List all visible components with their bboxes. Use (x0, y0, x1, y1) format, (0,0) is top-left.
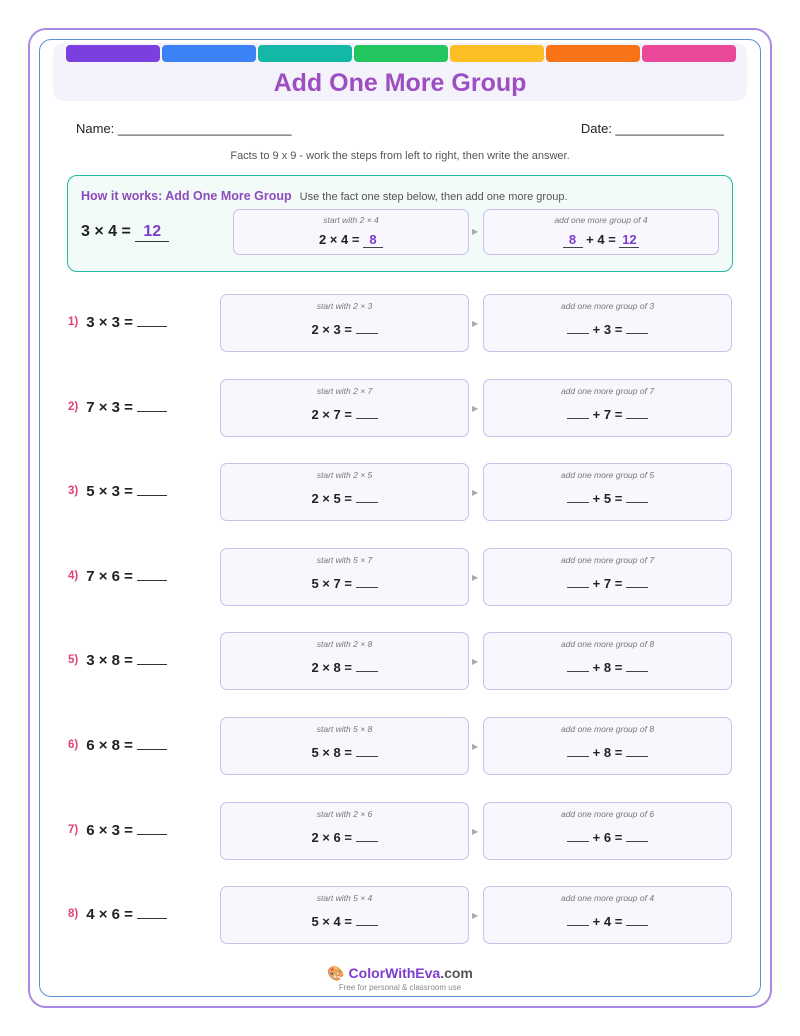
step2-box (483, 463, 732, 521)
step2-box (483, 548, 732, 606)
step1-caption: start with 5 × 8 (316, 724, 373, 734)
step2-left-blank[interactable] (567, 660, 589, 672)
problem-number: 3) (68, 485, 79, 498)
problem-number: 2) (68, 400, 79, 413)
step2-caption: add one more group of 7 (560, 554, 655, 565)
instructions: Facts to 9 x 9 - work the steps from left to right, then write the answer. (230, 150, 570, 162)
step1-box (220, 632, 469, 690)
example-step1-box (233, 209, 469, 255)
step1-box (220, 294, 469, 352)
step2-eq-text: + 8 = (592, 745, 623, 760)
problem-fact: 3 × 8 = (86, 652, 133, 670)
step2-equation (484, 322, 731, 337)
step2-eq-text: + 5 = (592, 491, 623, 507)
step1-box (220, 717, 469, 775)
step1-blank[interactable] (356, 407, 378, 419)
example-step2-mid: + 4 = (586, 232, 616, 247)
step2-left-blank[interactable] (567, 491, 589, 503)
color-segment (162, 45, 256, 62)
arrow-icon: ▶ (472, 319, 479, 328)
step2-caption: add one more group of 8 (560, 724, 655, 734)
step1-eq-text: 5 × 8 = (311, 745, 352, 760)
answer-blank[interactable] (137, 823, 167, 835)
step1-blank[interactable] (356, 745, 378, 757)
step2-right-blank[interactable] (626, 576, 648, 588)
example-fact (81, 223, 169, 242)
step1-eq-text: 2 × 7 = (311, 406, 352, 422)
answer-blank[interactable] (137, 738, 167, 750)
problem-number: 1) (68, 316, 79, 328)
step1-blank[interactable] (356, 660, 378, 672)
step2-right-blank[interactable] (626, 322, 648, 334)
problem-number: 7) (68, 823, 79, 836)
example-fact-text: 3 × 4 = (81, 223, 131, 240)
step1-box (220, 463, 469, 521)
step2-left-blank[interactable] (567, 745, 589, 757)
problem-number: 5) (68, 654, 79, 667)
step2-right-blank[interactable] (626, 407, 648, 419)
example-step2-left: 8 (563, 232, 583, 248)
step1-caption: start with 5 × 7 (316, 554, 373, 565)
step1-caption: start with 2 × 7 (316, 385, 373, 396)
example-heading: How it works: Add One More Group (81, 189, 292, 203)
footer (0, 965, 800, 992)
step1-blank[interactable] (356, 322, 378, 334)
step2-right-blank[interactable] (626, 830, 648, 842)
arrow-icon: ▶ (472, 657, 479, 667)
step2-equation (484, 830, 731, 845)
answer-blank[interactable] (137, 653, 167, 665)
step1-caption: start with 2 × 8 (316, 639, 373, 650)
arrow-icon: ▶ (472, 488, 479, 498)
example-note: Use the fact one step below, then add one more group. (299, 191, 568, 203)
step2-right-blank[interactable] (626, 745, 648, 757)
arrow-icon: ▶ (472, 572, 479, 582)
step2-eq-text: + 6 = (592, 829, 623, 845)
step1-caption: start with 2 × 3 (316, 301, 373, 311)
step2-left-blank[interactable] (567, 322, 589, 334)
problem-fact: 4 × 6 = (86, 906, 133, 924)
step2-left-blank[interactable] (567, 830, 589, 842)
palette-icon: 🎨 (327, 965, 345, 981)
step2-eq-text: + 7 = (592, 575, 623, 591)
step2-equation (484, 491, 731, 506)
example-step1-eq-text: 2 × 4 = (318, 232, 360, 247)
problem-number: 8) (68, 908, 79, 921)
answer-blank[interactable] (137, 907, 167, 919)
arrow-icon: ▶ (472, 227, 479, 236)
step2-box (483, 379, 732, 437)
step2-caption: add one more group of 7 (560, 385, 655, 396)
problem-row (68, 822, 218, 840)
step2-box (483, 802, 732, 860)
step1-box (220, 379, 469, 437)
step1-eq-text: 2 × 3 = (311, 322, 352, 337)
problem-fact: 3 × 3 = (86, 314, 133, 331)
step1-box (220, 548, 469, 606)
step2-right-blank[interactable] (626, 660, 648, 672)
step2-eq-text: + 3 = (592, 322, 623, 337)
step1-caption: start with 2 × 6 (316, 808, 373, 819)
step1-equation (221, 660, 468, 675)
problem-row (68, 737, 218, 755)
step1-box (220, 802, 469, 860)
step1-equation (221, 830, 468, 845)
step2-equation (484, 745, 731, 760)
color-segment (642, 45, 736, 62)
example-step1-answer: 8 (363, 232, 383, 248)
problem-row (68, 568, 218, 586)
example-step2-caption: add one more group of 4 (554, 215, 648, 225)
date-field[interactable]: Date: _______________ (580, 121, 724, 136)
problem-fact: 6 × 3 = (86, 821, 133, 839)
step2-equation (484, 407, 731, 422)
step1-equation (221, 576, 468, 591)
step2-caption: add one more group of 8 (560, 639, 655, 650)
step2-box (483, 632, 732, 690)
step2-left-blank[interactable] (567, 576, 589, 588)
step2-eq-text: + 7 = (592, 406, 623, 422)
step1-caption: start with 5 × 4 (316, 893, 373, 904)
step2-caption: add one more group of 5 (560, 470, 655, 481)
answer-blank[interactable] (137, 484, 167, 496)
step1-eq-text: 2 × 6 = (311, 829, 352, 845)
step2-box (483, 717, 732, 775)
step1-eq-text: 5 × 4 = (311, 914, 352, 930)
page-title: Add One More Group (273, 69, 527, 97)
step2-equation (484, 914, 731, 929)
step2-caption: add one more group of 4 (560, 893, 655, 904)
problem-fact: 5 × 3 = (86, 483, 133, 501)
step1-equation (221, 914, 468, 929)
example-step2-answer: 12 (619, 232, 639, 248)
step1-equation (221, 745, 468, 760)
color-segment (354, 45, 448, 62)
step2-box (483, 294, 732, 352)
arrow-icon: ▶ (472, 742, 479, 751)
step1-box (220, 886, 469, 944)
step1-equation (221, 407, 468, 422)
color-segment (66, 45, 160, 62)
brand-domain: .com (440, 965, 473, 981)
step2-eq-text: + 4 = (592, 914, 623, 930)
brand-text: ColorWithEva (348, 965, 441, 981)
step1-equation (221, 322, 468, 337)
step1-blank[interactable] (356, 576, 378, 588)
step2-equation (484, 576, 731, 591)
step2-left-blank[interactable] (567, 914, 589, 926)
step2-caption: add one more group of 6 (560, 808, 655, 819)
example-step1-equation (234, 232, 468, 248)
step1-blank[interactable] (356, 830, 378, 842)
step1-eq-text: 2 × 5 = (311, 491, 352, 507)
problem-number: 6) (68, 739, 79, 751)
answer-blank[interactable] (137, 315, 167, 327)
problem-row (68, 652, 218, 670)
problem-fact: 7 × 6 = (86, 567, 133, 585)
rainbow-color-bar (66, 45, 736, 62)
problem-fact: 7 × 3 = (86, 398, 133, 416)
arrow-icon: ▶ (472, 826, 479, 836)
step1-blank[interactable] (356, 491, 378, 503)
color-segment (450, 45, 544, 62)
color-segment (258, 45, 352, 62)
answer-blank[interactable] (137, 400, 167, 412)
step2-right-blank[interactable] (626, 914, 648, 926)
problem-number: 4) (68, 569, 79, 582)
arrow-icon: ▶ (472, 911, 479, 921)
step1-eq-text: 2 × 8 = (311, 660, 352, 676)
example-heading-row (81, 189, 568, 203)
brand-name (349, 965, 473, 981)
example-step2-box (483, 209, 719, 255)
example-step1-caption: start with 2 × 4 (323, 215, 379, 225)
step2-right-blank[interactable] (626, 491, 648, 503)
problem-fact: 6 × 8 = (86, 737, 133, 754)
example-answer: 12 (135, 223, 169, 242)
problem-row (68, 399, 218, 417)
step2-left-blank[interactable] (567, 407, 589, 419)
problem-row (68, 906, 218, 924)
footer-tagline: Free for personal & classroom use (338, 983, 462, 992)
example-step2-equation (484, 232, 718, 248)
name-field[interactable]: Name: ________________________ (76, 121, 292, 136)
problem-row (68, 314, 218, 332)
step1-caption: start with 2 × 5 (316, 470, 373, 481)
step1-eq-text: 5 × 7 = (311, 575, 352, 591)
step1-equation (221, 491, 468, 506)
step2-caption: add one more group of 3 (560, 301, 655, 311)
step2-box (483, 886, 732, 944)
step2-eq-text: + 8 = (592, 660, 623, 676)
answer-blank[interactable] (137, 569, 167, 581)
color-segment (546, 45, 640, 62)
step2-equation (484, 660, 731, 675)
problem-row (68, 483, 218, 501)
step1-blank[interactable] (356, 914, 378, 926)
arrow-icon: ▶ (472, 403, 479, 413)
